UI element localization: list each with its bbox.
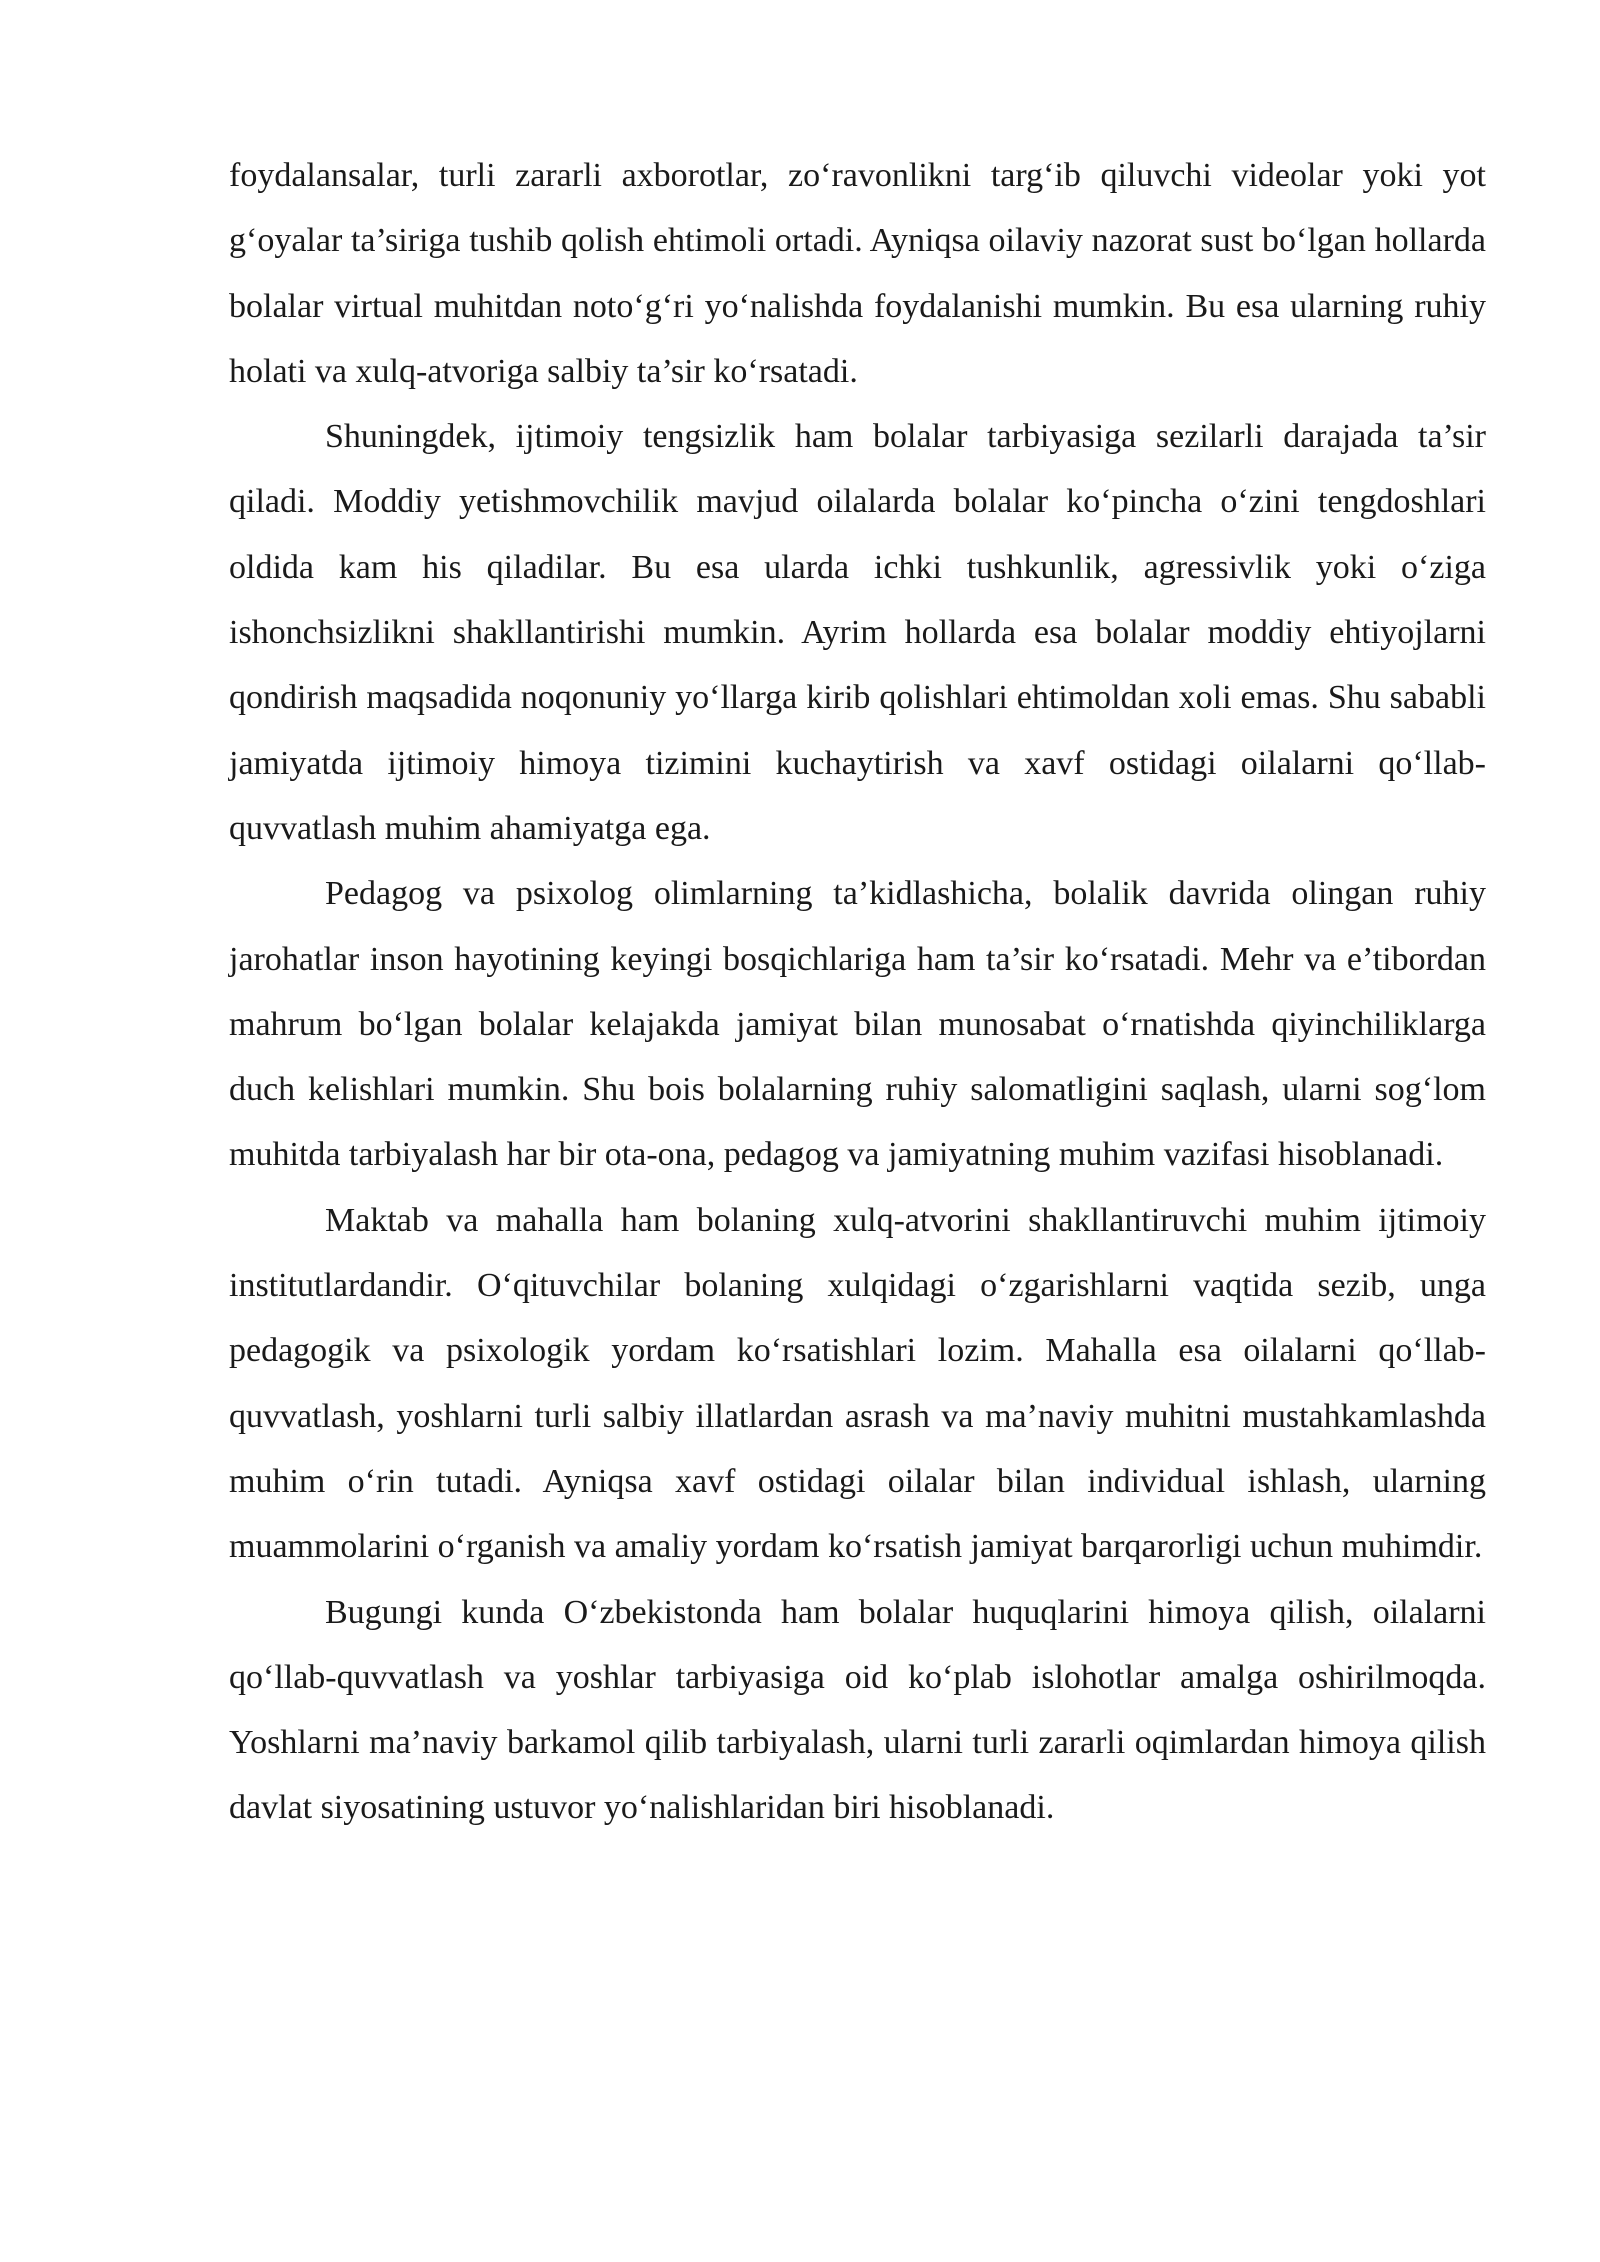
paragraph-school-mahalla: Maktab va mahalla ham bolaning xulq-atvorini shakllantiruvchi muhim ijtimoiy institutlardandir. O‘qituvchilar bolaning xulqidagi o‘zgarishlarni vaqtida sezib, unga pedagogik va psixologik yordam ko‘rsatishlari lozim. Mahalla esa oilalarni qo‘llab-quvvatlash, yoshlarni turli salbiy illatlardan asrash va ma’naviy muhitni mustahkamlashda muhim o‘rin tutadi. Ayniqsa xavf ostidagi oilalar bilan individual ishlash, ularning muammolarini o‘rganish va amaliy yordam ko‘rsatish jamiyat barqarorligi uchun muhimdir. (229, 1201, 1486, 1566)
paragraph-social-inequality: Shuningdek, ijtimoiy tengsizlik ham bolalar tarbiyasiga sezilarli darajada ta’sir qiladi. Moddiy yetishmovchilik mavjud oilalarda bolalar ko‘pincha o‘zini tengdoshlari oldida kam his qiladilar. Bu esa ularda ichki tushkunlik, agressivlik yoki o‘ziga ishonchsizlikni shakllantirishi mumkin. Ayrim hollarda esa bolalar moddiy ehtiyojlarni qondirish maqsadida noqonuniy yo‘llarga kirib qolishlari ehtimoldan xoli emas. Shu sababli jamiyatda ijtimoiy himoya tizimini kuchaytirish va xavf ostidagi oilalarni qo‘llab-quvvatlash muhim ahamiyatga ega. (229, 418, 1486, 847)
paragraph-psychological-trauma: Pedagog va psixolog olimlarning ta’kidlashicha, bolalik davrida olingan ruhiy jarohatlar inson hayotining keyingi bosqichlariga ham ta’sir ko‘rsatadi. Mehr va e’tibordan mahrum bo‘lgan bolalar kelajakda jamiyat bilan munosabat o‘rnatishda qiyinchiliklarga duch kelishlari mumkin. Shu bois bolalarning ruhiy salomatligini saqlash, ularni sog‘lom muhitda tarbiyalash har bir ota-ona, pedagog va jamiyatning muhim vazifasi hisoblanadi. (229, 875, 1486, 1174)
document-body (229, 143, 1486, 1841)
paragraph-uzbekistan-reforms: Bugungi kunda O‘zbekistonda ham bolalar huquqlarini himoya qilish, oilalarni qo‘llab-quvvatlash va yoshlar tarbiyasiga oid ko‘plab islohotlar amalga oshirilmoqda. Yoshlarni ma’naviy barkamol qilib tarbiyalash, ularni turli zararli oqimlardan himoya qilish davlat siyosatining ustuvor yo‘nalishlaridan biri hisoblanadi. (229, 1593, 1486, 1827)
paragraph-continued: foydalansalar, turli zararli axborotlar, zo‘ravonlikni targ‘ib qiluvchi videolar yoki yot g‘oyalar ta’siriga tushib qolish ehtimoli ortadi. Ayniqsa oilaviy nazorat sust bo‘lgan hollarda bolalar virtual muhitdan noto‘g‘ri yo‘nalishda foydalanishi mumkin. Bu esa ularning ruhiy holati va xulq-atvoriga salbiy ta’sir ko‘rsatadi. (229, 157, 1486, 390)
